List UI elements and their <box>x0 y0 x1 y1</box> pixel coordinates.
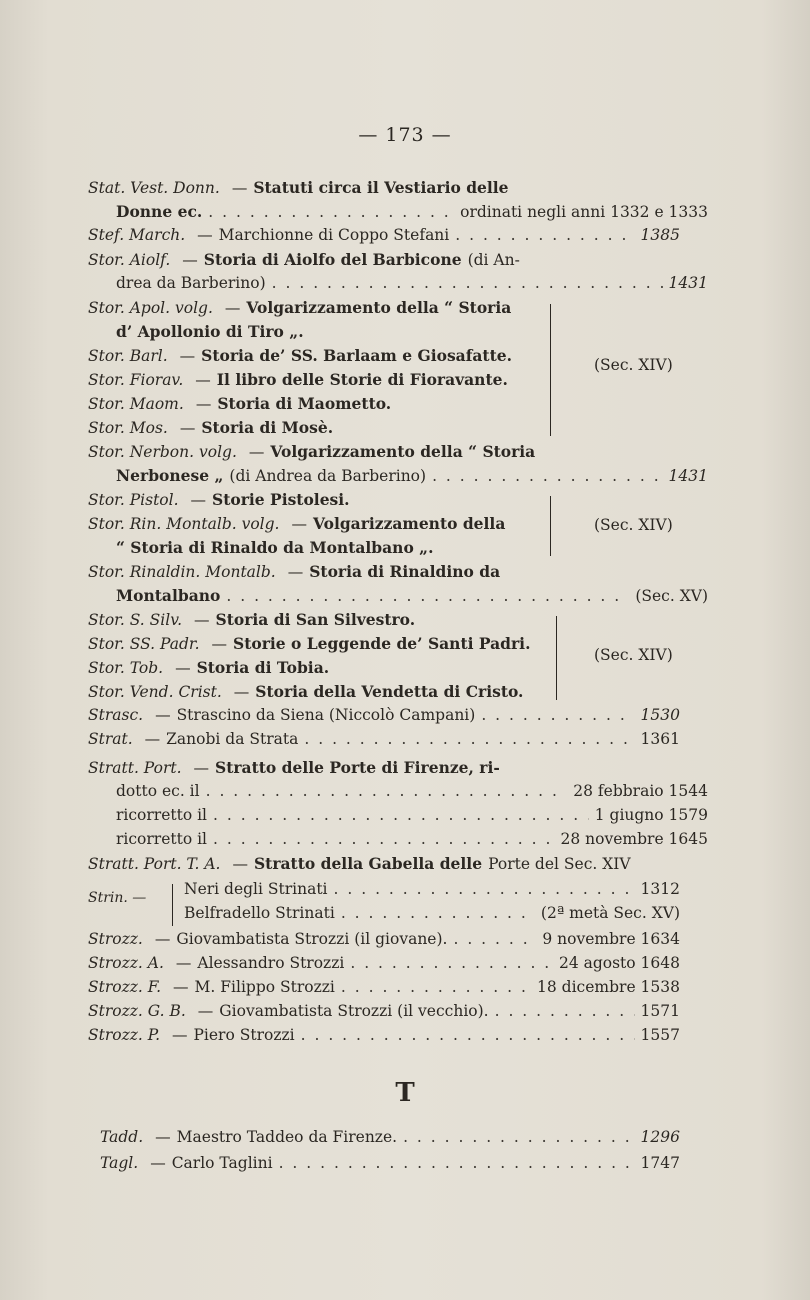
entry-title: Nerbonese „ <box>116 466 224 485</box>
entry-title: Storia di Rinaldino da <box>309 562 501 581</box>
entry-title: Storia della Vendetta di Cristo. <box>255 682 524 701</box>
entry-continuation <box>88 782 708 806</box>
entry-title: Stratto della Gabella delle <box>253 854 483 873</box>
entry-date: (Sec. XV) <box>635 587 708 605</box>
entry-extra: (di Andrea da Barberino) <box>229 467 427 485</box>
entry-dash: — <box>194 611 210 629</box>
entry-dash: — <box>150 1154 166 1172</box>
dot-leader <box>341 904 535 922</box>
entry-continuation <box>88 586 708 610</box>
dot-leader <box>213 830 555 848</box>
entry-title: Storia di Maometto. <box>217 394 392 413</box>
entry-title: Strascino da Siena (Niccolò Campani) <box>176 706 476 724</box>
entry-stratt-port <box>88 758 680 782</box>
entry-dash: — <box>179 419 196 437</box>
entry-dash: — <box>172 1026 188 1044</box>
entry-title: Donne ec. <box>116 202 203 221</box>
dot-leader <box>495 1002 635 1020</box>
entry-dash: — <box>179 347 196 365</box>
entry-title: Storie Pistolesi. <box>212 490 350 509</box>
entry-strasc <box>88 706 680 730</box>
entry-title: Piero Strozzi <box>193 1026 295 1044</box>
bracket <box>546 616 557 700</box>
entry-strozz-f <box>88 978 680 1002</box>
entry-dash: — <box>224 299 241 317</box>
entry-dash: — <box>193 759 210 777</box>
entry-abbr: Stat. Vest. Donn. <box>88 179 220 197</box>
entry-title: Volgarizzamento della “ Storia <box>246 298 512 317</box>
entry-stor-maom <box>88 394 533 418</box>
entry-dash: — <box>155 706 171 724</box>
entry-abbr: Stor. Apol. volg. <box>88 299 213 317</box>
entry-stat-vest-donn <box>88 178 680 202</box>
entry-abbr: Strozz. A. <box>88 954 164 972</box>
entry-abbr: Stor. Vend. Crist. <box>88 683 222 701</box>
entry-dash: — <box>155 1128 171 1146</box>
entry-title: Zanobi da Strata <box>166 730 299 748</box>
entry-title: ricorretto il <box>116 806 208 824</box>
entry-title: Giovambatista Strozzi (il giovane). <box>176 930 448 948</box>
entry-stor-barl <box>88 346 533 370</box>
entry-abbr: Stor. Barl. <box>88 347 168 365</box>
century-note: (Sec. XIV) <box>594 356 673 374</box>
entry-dash: — <box>232 855 248 873</box>
entry-abbr: Strozz. G. B. <box>88 1002 186 1020</box>
entry-dash: — <box>211 635 228 653</box>
entry-dash: — <box>197 226 213 244</box>
entry-abbr: Strasc. <box>88 706 144 724</box>
dot-leader <box>350 954 553 972</box>
entry-title: Montalbano <box>116 586 221 605</box>
entry-date: 1571 <box>640 1002 680 1020</box>
dot-leader <box>304 730 634 748</box>
entry-dash: — <box>233 683 250 701</box>
entry-title: M. Filippo Strozzi <box>194 978 335 996</box>
section-letter: T <box>395 1078 415 1108</box>
entry-date: 1747 <box>640 1154 680 1172</box>
entry-abbr: Stor. Aiolf. <box>88 251 171 269</box>
entry-extra: (di An- <box>467 251 520 269</box>
entry-continuation <box>88 202 708 226</box>
entry-strozz-gb <box>88 1002 680 1026</box>
entry-date: 1431 <box>668 274 708 292</box>
entry-abbr: Stef. March. <box>88 226 186 244</box>
entry-date: (2ª metà Sec. XV) <box>540 904 680 922</box>
entry-strin-neri <box>184 880 680 904</box>
entry-stor-pistol <box>88 490 533 514</box>
entry-dash: — <box>182 251 198 269</box>
entry-dash: — <box>195 371 211 389</box>
entry-tagl <box>100 1154 680 1178</box>
entry-title: Marchionne di Coppo Stefani <box>218 226 450 244</box>
strin-label: Strin. — <box>88 890 147 906</box>
entry-strozz <box>88 930 680 954</box>
entry-title: Volgarizzamento della <box>313 514 506 533</box>
entry-abbr: Stor. Maom. <box>88 395 184 413</box>
entry-stor-s-silv <box>88 610 533 634</box>
entry-abbr: Stor. Rin. Montalb. volg. <box>88 515 280 533</box>
entry-date: ordinati negli anni 1332 e 1333 <box>460 203 708 221</box>
entry-title: ricorretto il <box>116 830 208 848</box>
entry-abbr: Stor. Fiorav. <box>88 371 184 389</box>
entry-abbr: Stor. Nerbon. volg. <box>88 443 237 461</box>
entry-dash: — <box>154 930 171 948</box>
entry-continuation <box>88 322 561 346</box>
entry-date: 1385 <box>640 226 680 244</box>
dot-leader <box>213 806 589 824</box>
entry-date: 18 dicembre 1538 <box>537 978 680 996</box>
entry-date: 1312 <box>640 880 680 898</box>
entry-strat <box>88 730 680 754</box>
dot-leader <box>455 226 634 244</box>
entry-stor-rin <box>88 514 533 538</box>
entry-title: Neri degli Strinati <box>184 880 328 898</box>
dot-leader <box>279 1154 635 1172</box>
entry-dash: — <box>175 659 191 677</box>
entry-dash: — <box>173 978 189 996</box>
entry-continuation <box>88 538 561 562</box>
entry-title: Storia di Aiolfo del Barbicone <box>203 250 462 269</box>
entry-stor-ss-padr <box>88 634 533 658</box>
entry-stef-march <box>88 226 680 250</box>
dot-leader <box>341 978 531 996</box>
entry-title: Storia di Mosè. <box>201 418 334 437</box>
entry-date: 1 giugno 1579 <box>594 806 708 824</box>
entry-stor-vend <box>88 682 533 706</box>
entry-title: d’ Apollonio di Tiro „. <box>116 322 304 341</box>
dot-leader <box>301 1026 635 1044</box>
dot-leader <box>334 880 635 898</box>
entry-continuation <box>88 806 708 830</box>
entry-title: “ Storia di Rinaldo da Montalbano „. <box>116 538 434 557</box>
entry-dash: — <box>195 395 212 413</box>
entry-title: drea da Barberino) <box>116 274 266 292</box>
entry-stor-tob <box>88 658 533 682</box>
page-number: — 173 — <box>358 124 452 146</box>
dot-leader <box>403 1128 634 1146</box>
entry-abbr: Stor. S. Silv. <box>88 611 183 629</box>
entry-dash: — <box>175 954 192 972</box>
entry-abbr: Stratt. Port. <box>88 759 182 777</box>
entry-dash: — <box>190 491 207 509</box>
entry-title: Il libro delle Storie di Fioravante. <box>216 370 508 389</box>
entry-abbr: Tagl. <box>100 1154 139 1172</box>
dot-leader <box>432 467 662 485</box>
entry-stor-nerbon <box>88 442 680 466</box>
entry-title: Storia de’ SS. Barlaam e Giosafatte. <box>201 346 512 365</box>
entry-abbr: Stor. Pistol. <box>88 491 179 509</box>
entry-title: Alessandro Strozzi <box>197 954 345 972</box>
entry-abbr: Tadd. <box>100 1128 144 1146</box>
entry-abbr: Stratt. Port. T. A. <box>88 855 221 873</box>
entry-title: Volgarizzamento della “ Storia <box>270 442 536 461</box>
entry-abbr: Stor. SS. Padr. <box>88 635 200 653</box>
entry-title: Statuti circa il Vestiario delle <box>253 178 509 197</box>
century-note: (Sec. XIV) <box>594 516 673 534</box>
entry-stor-aiolf <box>88 250 680 274</box>
entry-title: Stratto delle Porte di Firenze, ri- <box>215 758 500 777</box>
entry-strozz-a <box>88 954 680 978</box>
entry-date: 1361 <box>640 730 680 748</box>
entry-stor-rinaldin <box>88 562 680 586</box>
dot-leader <box>226 587 629 605</box>
entry-dash: — <box>197 1002 214 1020</box>
entry-tadd <box>100 1128 680 1152</box>
entry-abbr: Strozz. P. <box>88 1026 160 1044</box>
entry-title: Storia di San Silvestro. <box>215 610 416 629</box>
entry-dash: — <box>287 563 304 581</box>
entry-stratt-port-ta <box>88 854 680 878</box>
entry-dash: — <box>291 515 307 533</box>
entry-title: Storie o Leggende de’ Santi Padri. <box>233 634 531 653</box>
dot-leader <box>481 706 634 724</box>
dot-leader <box>272 274 663 292</box>
entry-title: Carlo Taglini <box>171 1154 273 1172</box>
bracket <box>540 304 551 436</box>
dot-leader <box>208 203 454 221</box>
bracket <box>540 496 551 556</box>
entry-title: Belfradello Strinati <box>184 904 335 922</box>
entry-dash: — <box>248 443 265 461</box>
entry-abbr: Strat. <box>88 730 133 748</box>
entry-extra: Porte del Sec. XIV <box>488 855 631 873</box>
brace <box>172 884 179 926</box>
entry-date: 28 febbraio 1544 <box>573 782 708 800</box>
entry-date: 28 novembre 1645 <box>560 830 708 848</box>
century-note: (Sec. XIV) <box>594 646 673 664</box>
entry-stor-fiorav <box>88 370 533 394</box>
entry-stor-mos <box>88 418 533 442</box>
dot-leader <box>206 782 568 800</box>
entry-dash: — <box>144 730 161 748</box>
entry-abbr: Stor. Rinaldin. Montalb. <box>88 563 276 581</box>
entry-title: Maestro Taddeo da Firenze. <box>176 1128 398 1146</box>
entry-abbr: Strozz. <box>88 930 143 948</box>
entry-continuation <box>88 274 708 298</box>
entry-date: 9 novembre 1634 <box>542 930 680 948</box>
entry-title: Giovambatista Strozzi (il vecchio). <box>219 1002 489 1020</box>
entry-date: 1431 <box>668 467 708 485</box>
entry-stor-apol <box>88 298 533 322</box>
entry-title: dotto ec. il <box>116 782 200 800</box>
entry-abbr: Stor. Tob. <box>88 659 164 677</box>
entry-date: 1557 <box>640 1026 680 1044</box>
entry-abbr: Stor. Mos. <box>88 419 168 437</box>
entry-date: 1296 <box>640 1128 680 1146</box>
entry-strozz-p <box>88 1026 680 1050</box>
dot-leader <box>453 930 536 948</box>
entry-strin-belfradello <box>184 904 680 928</box>
entry-continuation <box>88 466 708 490</box>
entry-continuation <box>88 830 708 854</box>
entry-title: Storia di Tobia. <box>196 658 330 677</box>
entry-date: 24 agosto 1648 <box>558 954 680 972</box>
entry-abbr: Strozz. F. <box>88 978 162 996</box>
entry-date: 1530 <box>640 706 680 724</box>
entry-dash: — <box>231 179 248 197</box>
